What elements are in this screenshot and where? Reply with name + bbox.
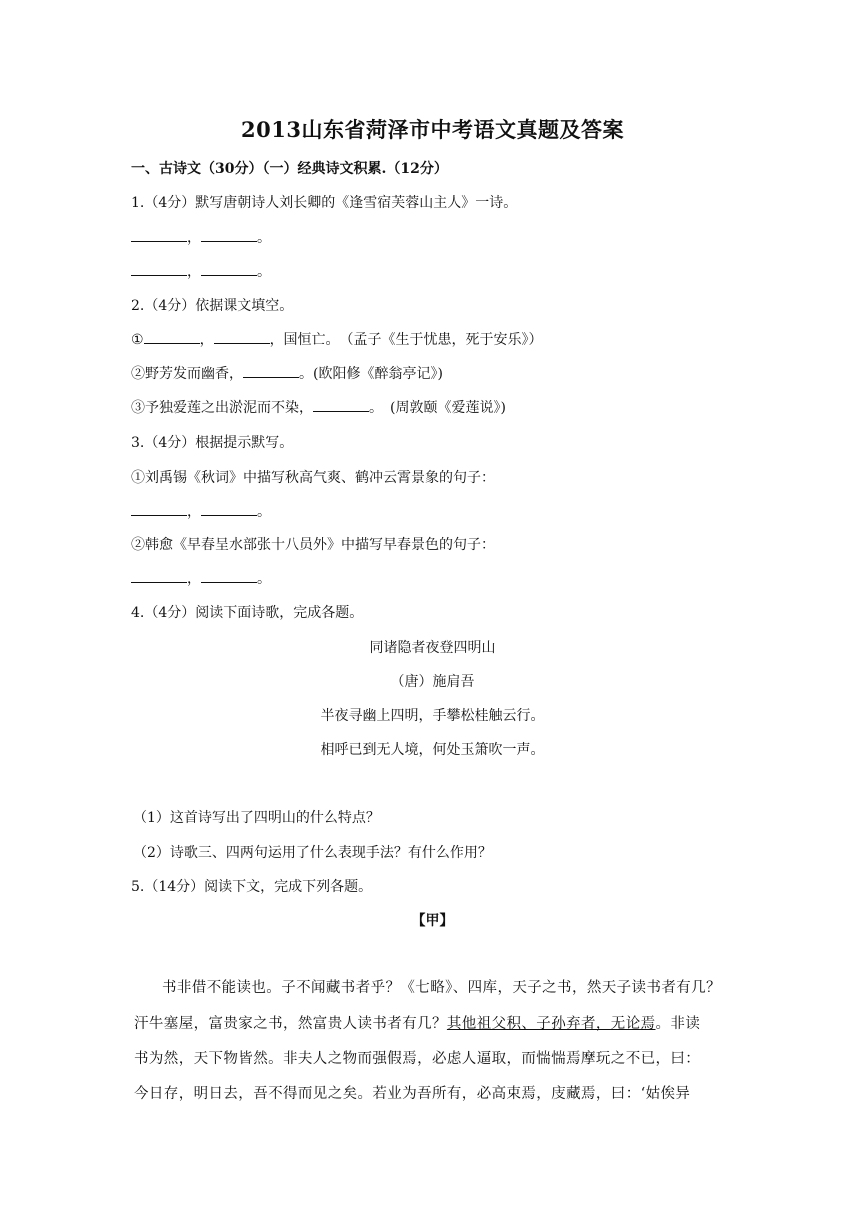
answer-blank[interactable] [313,399,369,412]
answer-blank[interactable] [201,503,257,516]
answer-line: ， 。 [131,227,271,247]
answer-blank[interactable] [214,331,270,344]
poem-title: 同诸隐者夜登四明山 [369,640,496,656]
answer-blank[interactable] [201,570,257,583]
question-4-sub-2: （2）诗歌三、四两句运用了什么表现手法？有什么作用？ [133,845,492,861]
question-3-stem: 3.（4分）根据提示默写。 [131,435,294,451]
answer-blank[interactable] [131,503,187,516]
question-4-sub-1: （1）这首诗写出了四明山的什么特点？ [133,810,380,826]
passage-line: 书为然，天下物皆然。非夫人之物而强假焉，必虑人逼取，而惴惴焉摩玩之不已，曰： [134,1051,701,1067]
answer-blank[interactable] [243,365,299,378]
question-2-item-2: ②野芳发而幽香， 。(欧阳修《醉翁亭记》) [131,366,443,382]
answer-blank[interactable] [201,263,257,276]
question-5-stem: 5.（14分）阅读下文，完成下列各题。 [131,879,373,895]
question-1-stem: 1.（4分）默写唐朝诗人刘长卿的《逢雪宿芙蓉山主人》一诗。 [131,195,518,211]
answer-blank[interactable] [131,229,187,242]
passage-line: 汗牛塞屋，富贵家之书，然富贵人读书者有几？其他祖父积、子孙弃者，无论焉。非读 [134,1016,701,1032]
answer-blank[interactable] [144,331,200,344]
answer-line: ， 。 [131,261,271,281]
answer-line: ， 。 [131,568,271,588]
section-heading: 一、古诗文（30分）（一）经典诗文积累.（12分） [131,161,448,177]
poem-line: 相呼已到无人境，何处玉箫吹一声。 [320,742,545,758]
question-2-item-3: ③予独爱莲之出淤泥而不染， 。 (周敦颐《爱莲说》) [131,400,506,416]
passage-label: 【甲】 [411,913,454,929]
question-4-stem: 4.（4分）阅读下面诗歌，完成各题。 [131,605,364,621]
poem-line: 半夜寻幽上四明，手攀松桂触云行。 [320,708,545,724]
answer-blank[interactable] [131,570,187,583]
page-title: 2013山东省菏泽市中考语文真题及答案 [241,117,624,142]
question-2-stem: 2.（4分）依据课文填空。 [131,298,294,314]
underlined-sentence: 其他祖父积、子孙弃者，无论焉 [446,1016,656,1032]
answer-blank[interactable] [201,229,257,242]
question-3-item-2: ②韩愈《早春呈水部张十八员外》中描写早春景色的句子： [131,537,495,553]
answer-line: ， 。 [131,501,271,521]
passage-line: 今日存，明日去，吾不得而见之矣。若业为吾所有，必高束焉，庋藏焉，曰：‘姑俟异 [134,1086,691,1102]
poem-author: （唐）施肩吾 [390,674,475,690]
answer-blank[interactable] [131,263,187,276]
passage-line: 书非借不能读也。子不闻藏书者乎？《七略》、四库，天子之书，然天子读书者有几？ [162,980,721,996]
question-2-item-1: ① ， ，国恒亡。 （孟子《生于忧患，死于安乐》） [131,332,543,348]
question-3-item-1: ①刘禹锡《秋词》中描写秋高气爽、鹤冲云霄景象的句子： [131,470,495,486]
